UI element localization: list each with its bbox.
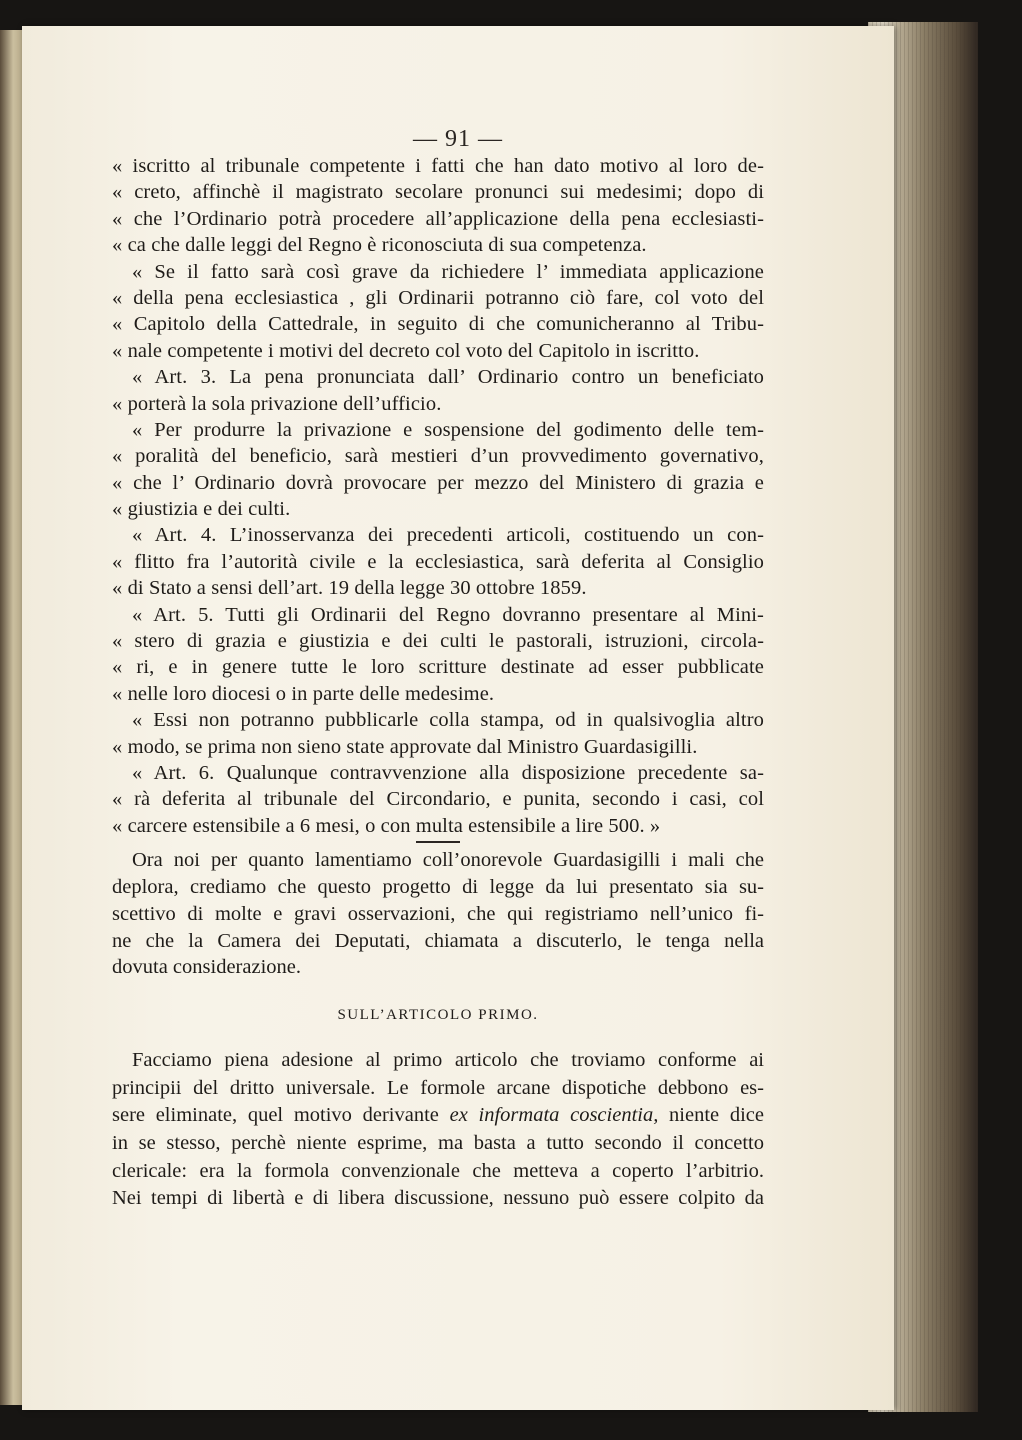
- article-line: [112, 1075, 764, 1103]
- quote-line: « ri, e in genere tutte le loro scritture destinate ad esser pubblicate: [112, 656, 764, 679]
- quote-line: « ca che dalle leggi del Regno è riconosciuta di sua competenza.: [112, 234, 647, 257]
- quote-line: « iscritto al tribunale competente i fatti che han dato motivo al loro de-: [112, 155, 764, 177]
- page-body: [112, 153, 764, 1213]
- article-line-text: clericale: era la formola convenzionale che metteva a coperto l’arbitrio.: [112, 1159, 764, 1182]
- article-line: [112, 1130, 764, 1158]
- quote-line: « modo, se prima non sieno state approvate dal Ministro Guardasigilli.: [112, 735, 698, 758]
- quote-line: « poralità del beneficio, sarà mestieri d’un provvedimento governativo,: [112, 445, 764, 468]
- quote-line: « Per produrre la privazione e sospensione del godimento delle tem-: [132, 418, 764, 441]
- article-line-text: niente dice: [658, 1104, 764, 1127]
- commentary-line: ne che la Camera dei Deputati, chiamata a discuterlo, le tenga nella: [112, 929, 764, 952]
- section-divider-rule: [416, 841, 460, 843]
- quote-line: « della pena ecclesiastica , gli Ordinarii potranno ciò fare, col voto del: [112, 286, 764, 309]
- quote-line: « porterà la sola privazione dell’ufficio.: [112, 392, 442, 415]
- commentary-line: Ora noi per quanto lamentiamo coll’onorevole Guardasigilli i mali che: [132, 849, 764, 872]
- article-line-text: in se stesso, perchè niente esprime, ma basta a tutto secondo il concetto: [112, 1131, 764, 1154]
- article-line: [112, 1158, 764, 1186]
- quote-line: « Se il fatto sarà così grave da richiedere l’ immediata applicazione: [132, 260, 764, 283]
- quote-line: « nale competente i motivi del decreto col voto del Capitolo in iscritto.: [112, 339, 700, 362]
- article-line-text: Facciamo piena adesione al primo articolo che troviamo conforme ai: [132, 1049, 764, 1072]
- quote-line: « giustizia e dei culti.: [112, 498, 291, 521]
- article-line: [112, 1185, 764, 1213]
- article-line-text: principii del dritto universale. Le formole arcane dispotiche debbono es-: [112, 1076, 764, 1099]
- quote-line: « rà deferita al tribunale del Circondario, e punita, secondo i casi, col: [112, 788, 764, 811]
- section-heading: SULL’ARTICOLO PRIMO.: [337, 1007, 539, 1024]
- quote-line: « Art. 3. La pena pronunciata dall’ Ordinario contro un beneficiato: [132, 366, 764, 389]
- quote-line: « Capitolo della Cattedrale, in seguito di che comunicheranno al Tribu-: [112, 313, 764, 336]
- quote-line: « carcere estensibile a 6 mesi, o con multa estensibile a lire 500. »: [112, 814, 661, 837]
- page-number: — 91 —: [413, 126, 503, 152]
- quote-line: « nelle loro diocesi o in parte delle medesime.: [112, 682, 495, 705]
- article-line: [112, 1102, 764, 1130]
- quote-line: « di Stato a sensi dell’art. 19 della legge 30 ottobre 1859.: [112, 577, 587, 600]
- quote-line: « Essi non potranno pubblicarle colla stampa, od in qualsivoglia altro: [132, 709, 764, 732]
- latin-phrase: ex informata coscientia,: [449, 1104, 659, 1127]
- quote-line: « che l’Ordinario potrà procedere all’applicazione della pena ecclesiasti-: [112, 207, 764, 230]
- commentary-paragraph: [112, 847, 764, 981]
- quote-line: « flitto fra l’autorità civile e la ecclesiastica, sarà deferita al Consiglio: [112, 550, 764, 573]
- quote-line: « Art. 5. Tutti gli Ordinarii del Regno dovranno presentare al Mini-: [132, 603, 764, 626]
- quote-line: « creto, affinchè il magistrato secolare pronunci sui medesimi; dopo di: [112, 181, 764, 204]
- quote-line: « che l’ Ordinario dovrà provocare per mezzo del Ministero di grazia e: [112, 471, 764, 494]
- quoted-bill-text: [112, 153, 764, 839]
- book-page: [22, 26, 894, 1410]
- commentary-line: deplora, crediamo che questo progetto di legge da lui presentato sia su-: [112, 875, 764, 898]
- article-line-text: Nei tempi di libertà e di libera discussione, nessuno può essere colpito da: [112, 1187, 764, 1210]
- previous-page-edge: [0, 30, 22, 1405]
- commentary-line: scettivo di molte e gravi osservazioni, che qui registriamo nell’unico fi-: [112, 902, 764, 925]
- quote-line: « Art. 6. Qualunque contravvenzione alla disposizione precedente sa-: [132, 761, 764, 784]
- article-line: [112, 1047, 764, 1075]
- quote-line: « Art. 4. L’inosservanza dei precedenti articoli, costituendo un con-: [132, 524, 764, 547]
- article-line-text: sere eliminate, quel motivo derivante: [112, 1104, 450, 1127]
- quote-line: « stero di grazia e giustizia e dei culti le pastorali, istruzioni, circola-: [112, 630, 764, 653]
- commentary-line: dovuta considerazione.: [112, 956, 301, 979]
- article-paragraph: [112, 1047, 764, 1213]
